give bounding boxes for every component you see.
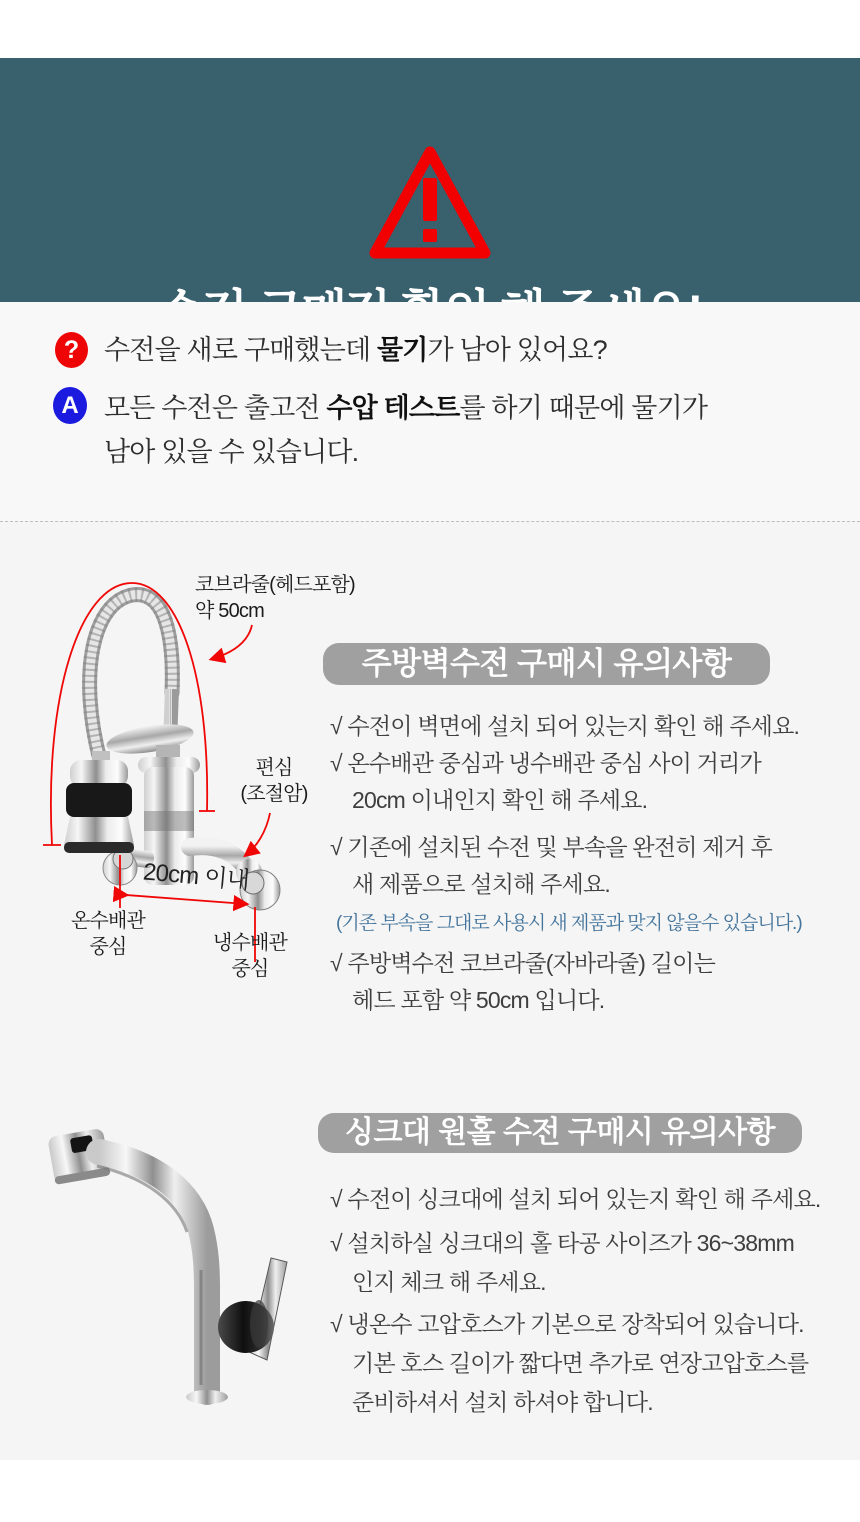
sink-faucet-section-title: 싱크대 원홀 수전 구매시 유의사항 (318, 1113, 802, 1153)
cold-pipe-label-line1: 냉수배관 (212, 932, 288, 954)
checklist-item: 헤드 포함 약 50cm 입니다. (352, 987, 605, 1013)
cobra-hose-label (195, 572, 355, 624)
hot-pipe-label-line1: 온수배관 (70, 910, 146, 932)
hot-pipe-label-line2: 중심 (89, 936, 127, 958)
checklist-note: (기존 부속을 그대로 사용시 새 제품과 맞지 않을수 있습니다.) (336, 913, 802, 934)
checklist-item: √ 기존에 설치된 수전 및 부속을 완전히 제거 후 (330, 834, 773, 860)
sink-faucet-drawing (35, 1110, 315, 1420)
wall-faucet-checklist (330, 708, 845, 1019)
hero-banner (0, 58, 860, 302)
spout (97, 1152, 228, 1404)
answer-badge-icon: A (53, 387, 87, 424)
question-badge-icon: ? (55, 332, 88, 368)
answer-post-line2: 남아 있을 수 있습니다. (104, 437, 359, 467)
checklist-item: √ 설치하실 싱크대의 홀 타공 사이즈가 36~38mm (330, 1230, 794, 1256)
question-pre: 수전을 새로 구매했는데 (104, 335, 377, 365)
checklist-item: 20cm 이내인지 확인 해 주세요. (352, 787, 648, 813)
eccentric-label-line2: (조절암) (240, 783, 308, 805)
answer-pre: 모든 수전은 출고전 (104, 393, 327, 423)
question-post: 가 남아 있어요? (427, 335, 607, 365)
cobra-hose-label-line2: 약 50cm (195, 600, 264, 622)
checklist-item: √ 수전이 싱크대에 설치 되어 있는지 확인 해 주세요. (330, 1186, 821, 1212)
eccentric-arm-label (230, 755, 318, 807)
checklist-item: √ 온수배관 중심과 냉수배관 중심 사이 거리가 (330, 750, 761, 776)
checklist-item: √ 냉온수 고압호스가 기본으로 장착되어 있습니다. (330, 1311, 804, 1337)
handle-lever (218, 1258, 287, 1360)
answer-post-line1: 를 하기 때문에 물기가 (459, 393, 708, 423)
checklist-item: 인지 체크 해 주세요. (352, 1269, 546, 1295)
spray-head (64, 751, 134, 853)
eccentric-label-line1: 편심 (255, 757, 293, 779)
question-text (104, 331, 607, 369)
sink-faucet-illustration (35, 1110, 315, 1420)
cold-pipe-label (200, 930, 300, 982)
sink-faucet-checklist (330, 1180, 850, 1422)
distance-label: 20cm 이내 (142, 858, 251, 895)
checklist-item: √ 수전이 벽면에 설치 되어 있는지 확인 해 주세요. (330, 713, 800, 739)
cobra-hose-label-line1: 코브라줄(헤드포함) (195, 574, 355, 596)
question-bold: 물기 (376, 335, 428, 365)
answer-text (104, 386, 707, 474)
wall-faucet-section-title: 주방벽수전 구매시 유의사항 (323, 643, 770, 685)
answer-bold: 수압 테스트 (326, 393, 460, 423)
warning-triangle-icon (366, 142, 494, 264)
checklist-item: 새 제품으로 설치해 주세요. (352, 871, 610, 897)
hot-pipe-label (60, 908, 156, 960)
checklist-item: 준비하셔서 설치 하셔야 합니다. (352, 1389, 653, 1415)
cold-pipe-label-line2: 중심 (231, 958, 269, 980)
checklist-item: 기본 호스 길이가 짧다면 추가로 연장고압호스를 (352, 1350, 809, 1376)
checklist-item: √ 주방벽수전 코브라줄(자바라줄) 길이는 (330, 950, 716, 976)
